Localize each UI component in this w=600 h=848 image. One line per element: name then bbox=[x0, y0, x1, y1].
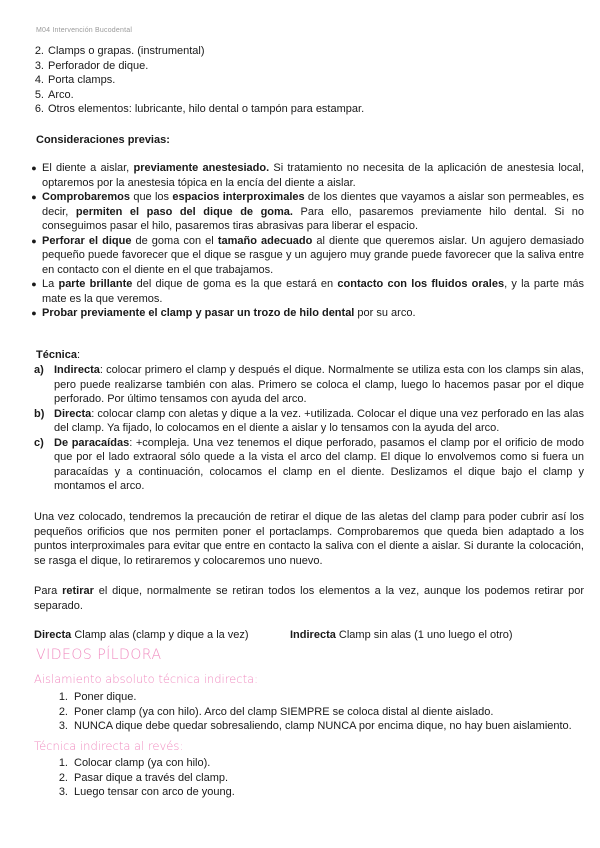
list-item: 3. Luego tensar con arco de young. bbox=[58, 786, 235, 798]
indirect-heading: Aislamiento absoluto técnica indirecta: bbox=[34, 672, 259, 686]
list-item: 1. Poner dique. bbox=[58, 691, 137, 703]
list-item: 2. Pasar dique a través del clamp. bbox=[58, 771, 229, 784]
document-page: M04 Intervención Bucodental 2. Clamps o grapas. (instrumental) 3. Perforador de dique. 4. Porta clamps. 5. Arco. 6. Otros elementos: lubricante, hilo dental o tampón para estampar. Consideraciones previas: ● El diente a aislar, previamente anestesiado. Si tratamiento no necesita de la aplicación de anestesia local, optaremos por la anestesia tópica en la encía del diente a aislar. ● Comprobaremos que los espacios interproximales de los dientes que vayamos a aislar son permeables, es decir, permiten el paso del dique de goma. Para ello, pasaremos previamente hilo dental. Si no conseguimos pasar el hilo, pasaremos tiras abrasivas para liberar el espacio. ● Perforar el dique de goma con el tamaño adecuado al diente que queremos aislar. Un agujero demasiado pequeño puede favorecer que el dique se rasgue y un agujero muy grande puede favorecer que la saliva entre en contacto con el diente en el que trabajamos. ● La parte brillante del dique de goma es la que estará en contacto con los fluidos orales, y la parte más mate es la que veremos. ● Probar previamente el clamp y pasar un trozo de hilo dental por su arco. Técnica: a) Indirecta: colocar primero el clamp y después el dique. Normalmente se utiliza esta con los clamps sin alas, pero puede realizarse también con alas. Primero se coloca el clamp, luego lo hacemos pasar por el dique perforado. Por último tensamos con ayuda del arco. b) Directa: colocar clamp con aletas y dique a la vez. +utilizada. Colocar el dique una vez perforado en las alas del clamp. Ya fijado, lo colocamos en el diente a aislar y lo tensamos con la ayuda del arco. c) De paracaídas: +compleja. Una vez tenemos el dique perforado, pasamos el clamp por el orificio de modo que por el lado extraoral sólo quede a la vista el arco del clamp. El dique lo envolvemos como si fuera un paracaídas y a continuación, colocamos el clamp en el diente. Deslizamos el dique bajo el clamp y montamos el arco. Una vez colocado, tendremos la precaución de retirar el dique de las aletas del clamp para poder cubrir así los pequeños orificios que nos permiten poner el portaclamps. Comprobaremos que queda bien adaptado a los puntos interproximales para evitar que entre en contacto la saliva con el diente a aislar. Si durante la colocación, se rasga el dique, lo retiraremos y colocaremos uno nuevo. Para retirar el dique, normalmente se retiran todos los elementos a la vez, aunque los podemos retirar por separado. Directa Clamp alas (clamp y dique a la vez) Indirecta Clamp sin alas (1 uno luego el otro) VIDEOS PÍLDORA Aislamiento absoluto técnica indirecta: 1. Poner dique. 2. Poner clamp (ya con hilo). Arco del clamp SIEMPRE se coloca distal al diente aislado. 3. NUNCA dique debe quedar sobresaliendo, clamp NUNCA por encima dique, no hay buen aislamiento. Técnica indirecta al revés: 1. Colocar clamp (ya con hilo). 2. Pasar dique a través del clamp. 3. Luego tensar con arco de young. bbox=[0, 0, 600, 848]
indirect-steps bbox=[56, 690, 586, 734]
bullet-icon: ● bbox=[31, 279, 37, 289]
list-item: c) De paracaídas: +compleja. Una vez tenemos el dique perforado, pasamos el clamp por el orificio de modo que por el lado extraoral sólo quede a la vista el arco del clamp. El dique lo envolvemos como si fuera un paracaídas y a continuación, colocamos el clamp en el diente. Deslizamos el dique bajo el clamp y montamos el arco. bbox=[34, 436, 584, 492]
list-item: ● Probar previamente el clamp y pasar un trozo de hilo dental por su arco. bbox=[26, 306, 584, 321]
list-item: 1. Colocar clamp (ya con hilo). bbox=[58, 757, 211, 769]
considerations-heading: Consideraciones previas: bbox=[36, 134, 170, 146]
bullet-icon: ● bbox=[31, 308, 37, 318]
list-item: 6. Otros elementos: lubricante, hilo dental o tampón para estampar. bbox=[34, 103, 365, 115]
list-item: a) Indirecta: colocar primero el clamp y después el dique. Normalmente se utiliza esta con los clamps sin alas, pero puede realizarse también con alas. Primero se coloca el clamp, luego lo hacemos pasar por el dique perforado. Por último tensamos con ayuda del arco. bbox=[34, 364, 584, 405]
list-item: b) Directa: colocar clamp con aletas y dique a la vez. +utilizada. Colocar el dique una vez perforado en las alas del clamp. Ya fijado, lo colocamos en el diente a aislar y lo tensamos con la ayuda del arco. bbox=[34, 407, 584, 434]
list-item: 3. NUNCA dique debe quedar sobresaliendo, clamp NUNCA por encima dique, no hay buen aislamiento. bbox=[58, 720, 572, 732]
page-header: M04 Intervención Bucodental bbox=[36, 27, 133, 34]
list-item: 3. Perforador de dique. bbox=[34, 59, 149, 72]
list-item: ● Comprobaremos que los espacios interproximales de los dientes que vayamos a aislar son permeables, es decir, permiten el paso del dique de goma. Para ello, pasaremos previamente hilo dental. Si no conseguimos pasar el hilo, pasaremos tiras abrasivas para liberar el espacio. bbox=[26, 190, 584, 234]
bullet-icon: ● bbox=[31, 235, 37, 246]
videos-heading: VIDEOS PÍLDORA bbox=[36, 647, 162, 663]
list-item: 4. Porta clamps. bbox=[34, 74, 116, 86]
list-item: ● Perforar el dique de goma con el tamaño adecuado al diente que queremos aislar. Un agujero demasiado pequeño puede favorecer que el dique se rasgue y un agujero muy grande puede favorecer que la saliva entre en contacto con el diente en el que trabajamos. bbox=[26, 234, 584, 278]
list-item: 2. Clamps o grapas. (instrumental) bbox=[34, 45, 205, 57]
reverse-heading: Técnica indirecta al revés: bbox=[34, 739, 184, 753]
list-item: 5. Arco. bbox=[34, 88, 74, 101]
considerations-list bbox=[26, 161, 584, 321]
techniques-list bbox=[34, 363, 584, 494]
paragraph: Para retirar el dique, normalmente se retiran todos los elementos a la vez, aunque los podemos retirar por separado. bbox=[34, 585, 585, 612]
list-item: ● La parte brillante del dique de goma es la que estará en contacto con los fluidos orales, y la parte más mate es la que veremos. bbox=[26, 277, 584, 306]
paragraph: Una vez colocado, tendremos la precaución de retirar el dique de las aletas del clamp para poder cubrir así los pequeños orificios que nos permiten poner el portaclamps. Comprobaremos que queda bien adaptado a los puntos interproximales para evitar que entre en contacto la saliva con el diente a aislar. Si durante la colocación, se rasga el dique, lo retiraremos y colocaremos uno nuevo. bbox=[34, 511, 584, 567]
bullet-icon: ● bbox=[31, 192, 37, 202]
reverse-steps bbox=[56, 756, 586, 800]
list-item: 2. Poner clamp (ya con hilo). Arco del clamp SIEMPRE se coloca distal al diente aislado. bbox=[58, 705, 494, 718]
bullet-icon: ● bbox=[31, 163, 37, 173]
list-item: ● El diente a aislar, previamente anestesiado. Si tratamiento no necesita de la aplicación de anestesia local, optaremos por la anestesia tópica en la encía del diente a aislar. bbox=[26, 161, 584, 190]
tools-list bbox=[26, 44, 584, 117]
technique-heading: Técnica: bbox=[36, 349, 81, 361]
